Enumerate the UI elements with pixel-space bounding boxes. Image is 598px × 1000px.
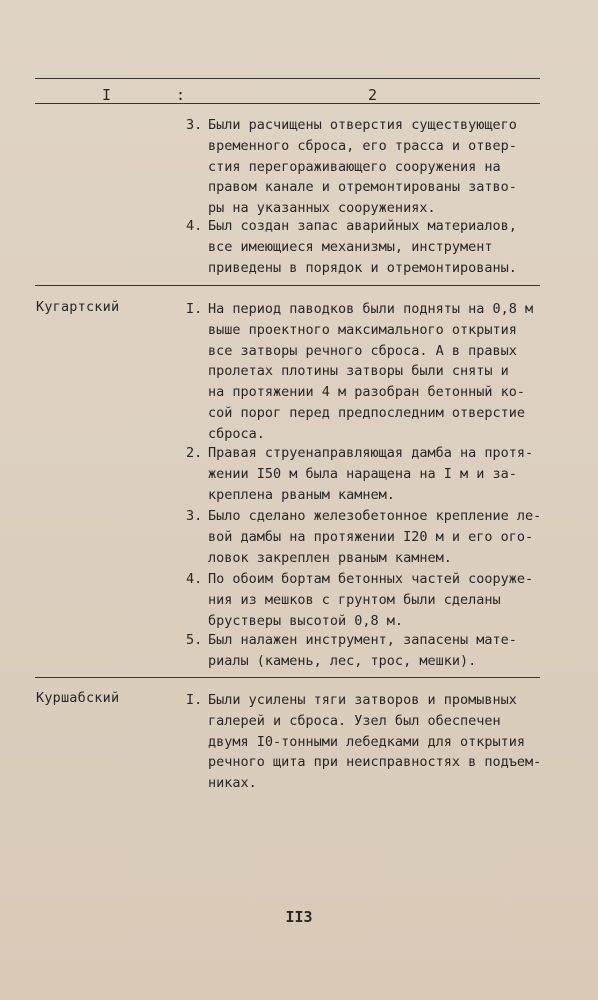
item-line: жении I50 м была наращена на I м и за- bbox=[208, 465, 517, 482]
item-number: 3. bbox=[186, 508, 203, 524]
item-line: Правая струенаправляющая дамба на протя- bbox=[208, 445, 534, 461]
item-number: 2. bbox=[186, 445, 203, 461]
list-item bbox=[186, 299, 546, 445]
item-line: Были расчищены отверстия существующего bbox=[208, 117, 517, 133]
item-line: креплена рваным камнем. bbox=[208, 486, 395, 503]
item-line: Было сделано железобетонное крепление ле- bbox=[208, 508, 542, 524]
item-line: пролетах плотины затворы были сняты и bbox=[208, 363, 509, 380]
item-line: двумя I0-тонными лебедками для открытия bbox=[208, 733, 525, 750]
header-bottom-rule bbox=[35, 103, 540, 104]
header-col2-label: 2 bbox=[368, 86, 378, 104]
header-col1-label: I bbox=[102, 86, 112, 104]
item-line: сброса. bbox=[208, 425, 265, 442]
item-line: на протяжении 4 м разобран бетонный ко- bbox=[208, 384, 525, 401]
item-line: выше проектного максимального открытия bbox=[208, 321, 517, 338]
item-number: I. bbox=[186, 301, 203, 317]
item-line: На период паводков были подняты на 0,8 м bbox=[208, 301, 534, 317]
section-divider bbox=[35, 677, 540, 678]
item-number: I. bbox=[186, 692, 203, 708]
list-item bbox=[186, 216, 546, 278]
item-line: все имеющиеся механизмы, инструмент bbox=[208, 238, 493, 255]
item-line: приведены в порядок и отремонтированы. bbox=[208, 259, 517, 276]
item-line: все затворы речного сброса. А в правых bbox=[208, 342, 517, 359]
list-item bbox=[186, 690, 546, 794]
river-name: Куршабский bbox=[36, 690, 120, 706]
list-item bbox=[186, 443, 546, 505]
list-item bbox=[186, 569, 546, 631]
item-line: брустверы высотой 0,8 м. bbox=[208, 612, 404, 629]
list-item bbox=[186, 115, 546, 219]
item-line: риалы (камень, лес, трос, мешки). bbox=[208, 652, 477, 669]
item-line: речного щита при неисправностях в подъем- bbox=[208, 754, 542, 771]
item-number: 4. bbox=[186, 218, 203, 234]
item-line: правом канале и отремонтированы затво- bbox=[208, 179, 517, 196]
item-number: 3. bbox=[186, 117, 203, 133]
item-line: временного сброса, его трасса и отвер- bbox=[208, 137, 517, 154]
item-line: Были усилены тяги затворов и промывных bbox=[208, 692, 517, 708]
item-number: 4. bbox=[186, 571, 203, 587]
river-name: Кугартский bbox=[36, 299, 120, 315]
list-item bbox=[186, 630, 546, 672]
item-line: Был налажен инструмент, запасены мате- bbox=[208, 632, 517, 648]
item-line: вой дамбы на протяжении I20 м и его ого- bbox=[208, 528, 534, 545]
item-number: 5. bbox=[186, 632, 203, 648]
item-line: никах. bbox=[208, 775, 257, 792]
section-divider bbox=[35, 285, 540, 286]
item-line: Был создан запас аварийных материалов, bbox=[208, 218, 517, 234]
item-line: галерей и сброса. Узел был обеспечен bbox=[208, 712, 501, 729]
item-line: ры на указанных сооружениях. bbox=[208, 200, 436, 217]
item-line: стия перегораживающего сооружения на bbox=[208, 158, 501, 175]
header-top-rule bbox=[35, 78, 540, 79]
item-line: По обоим бортам бетонных частей сооруже- bbox=[208, 571, 534, 587]
item-line: сой порог перед предпоследним отверстие bbox=[208, 404, 525, 421]
page-number: II3 bbox=[285, 908, 313, 926]
item-line: ния из мешков с грунтом были сделаны bbox=[208, 591, 501, 608]
header-separator: : bbox=[176, 86, 186, 104]
item-line: ловок закреплен рваным камнем. bbox=[208, 549, 452, 566]
list-item bbox=[186, 506, 546, 568]
